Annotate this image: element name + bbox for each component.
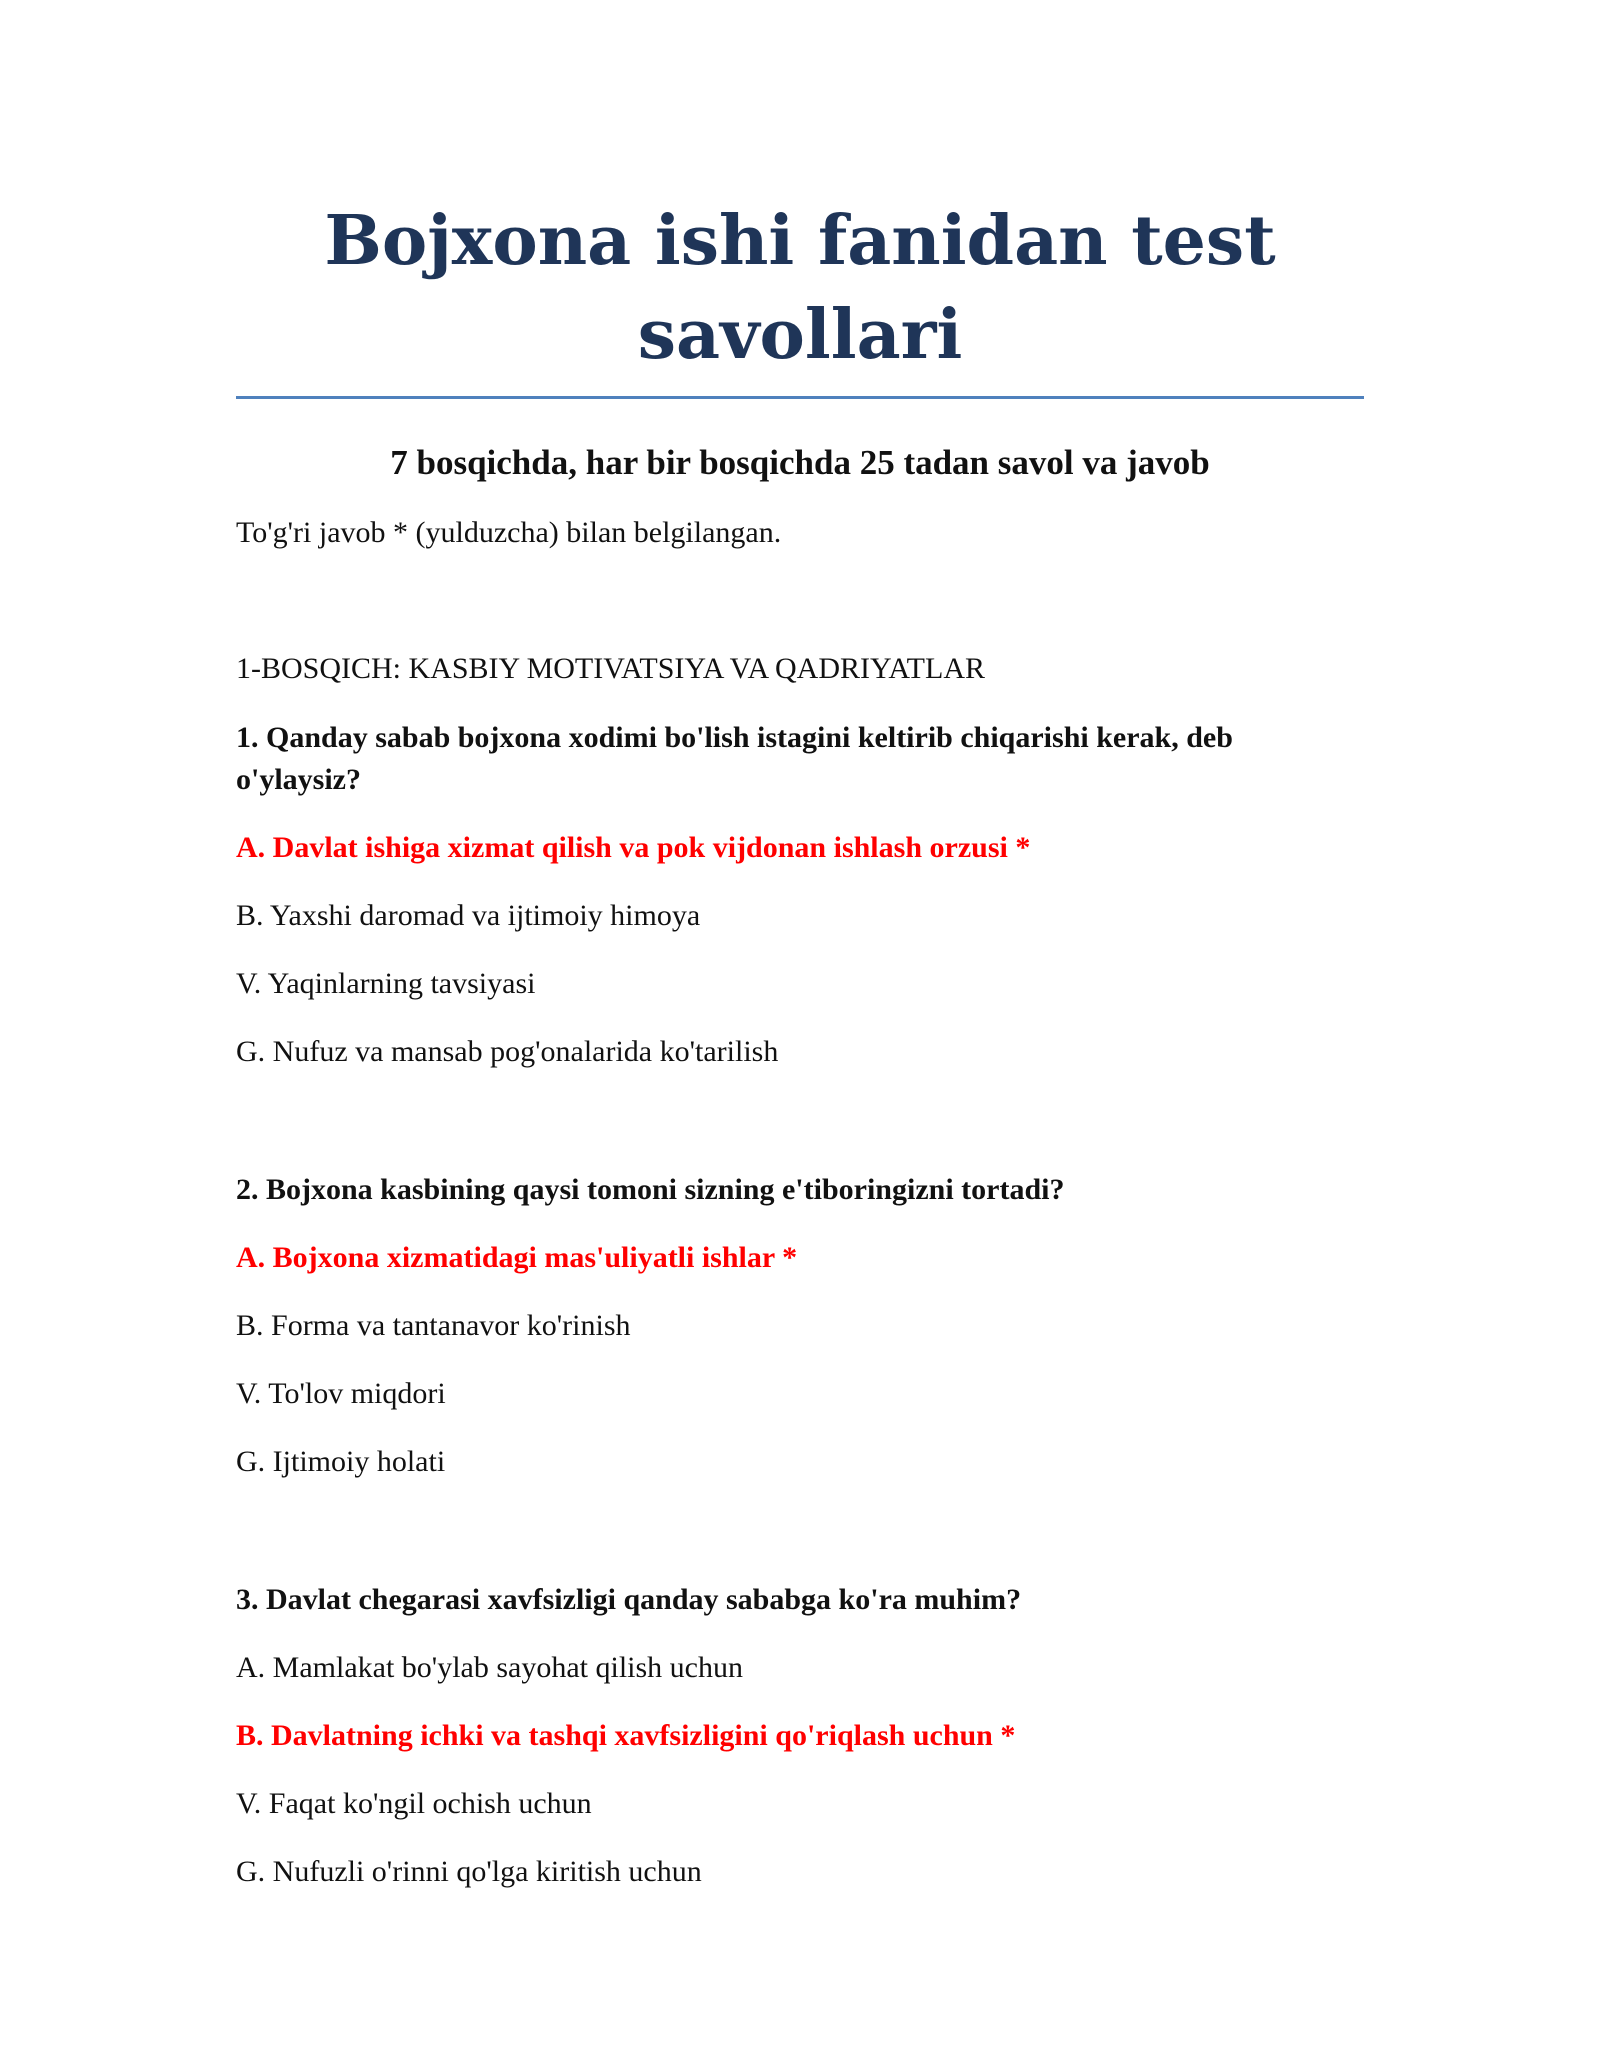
question-block-1: [236, 717, 1364, 1073]
question-text: 3. Davlat chegarasi xavfsizligi qanday sababga ko'ra muhim?: [236, 1583, 1022, 1616]
answer-option: V. Yaqinlarning tavsiyasi: [236, 967, 536, 1000]
question-block-3: [236, 1579, 1364, 1893]
answer-option: V. Faqat ko'ngil ochish uchun: [236, 1787, 592, 1820]
answer-option-correct: A. Bojxona xizmatidagi mas'uliyatli ishlar *: [236, 1241, 798, 1274]
answer-option: G. Nufuz va mansab pog'onalarida ko'tarilish: [236, 1035, 779, 1068]
answer-option: B. Forma va tantanavor ko'rinish: [236, 1309, 631, 1342]
title-underline: [236, 396, 1364, 399]
answer-option-correct: B. Davlatning ichki va tashqi xavfsizligini qo'riqlash uchun *: [236, 1719, 1016, 1752]
document-subtitle: 7 bosqichda, har bir bosqichda 25 tadan savol va javob: [390, 443, 1210, 482]
question-spacer: [236, 1483, 1364, 1551]
document-page: [236, 0, 1364, 1893]
question-text: 2. Bojxona kasbining qaysi tomoni sizning e'tiboringizni tortadi?: [236, 1173, 1065, 1206]
answer-option: G. Ijtimoiy holati: [236, 1445, 446, 1478]
answer-option-correct: A. Davlat ishiga xizmat qilish va pok vijdonan ishlash orzusi *: [236, 831, 1031, 864]
answer-option: B. Yaxshi daromad va ijtimoiy himoya: [236, 899, 701, 932]
question-block-2: [236, 1169, 1364, 1483]
answer-option: A. Mamlakat bo'ylab sayohat qilish uchun: [236, 1651, 743, 1684]
stage-heading: 1-BOSQICH: KASBIY MOTIVATSIYA VA QADRIYATLAR: [236, 652, 985, 685]
answer-option: G. Nufuzli o'rinni qo'lga kiritish uchun: [236, 1855, 702, 1888]
document-title: Bojxona ishi fanidan test savollari: [324, 201, 1276, 375]
answer-key-note: To'g'ri javob * (yulduzcha) bilan belgilangan.: [236, 516, 782, 549]
question-text: 1. Qanday sabab bojxona xodimi bo'lish istagini keltirib chiqarishi kerak, deb o'ylaysiz?: [236, 721, 1233, 796]
answer-option: V. To'lov miqdori: [236, 1377, 446, 1410]
question-spacer: [236, 1073, 1364, 1141]
